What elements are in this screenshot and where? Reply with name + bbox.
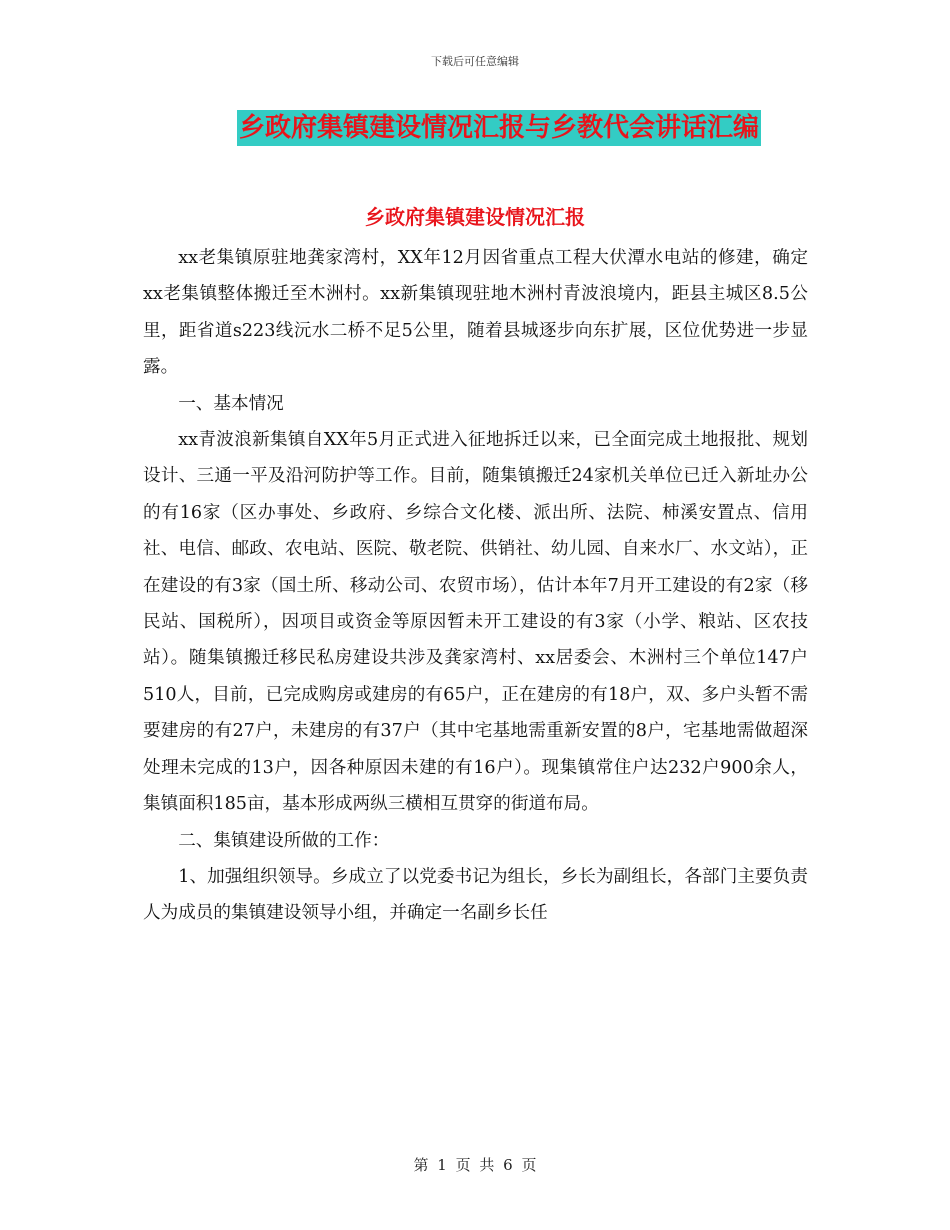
- heading-basic-situation: 一、基本情况: [178, 393, 284, 414]
- document-title-text: 乡政府集镇建设情况汇报与乡教代会讲话汇编: [237, 110, 761, 146]
- header-note: 下载后可任意编辑: [431, 55, 519, 68]
- section-title: 乡政府集镇建设情况汇报: [365, 205, 585, 229]
- heading-work-done: 二、集镇建设所做的工作：: [178, 830, 390, 851]
- paragraph-basic-situation: xx青波浪新集镇自XX年5月正式进入征地拆迁以来，已全面完成土地报批、规划设计、三通一平及沿河防护等工作。目前，随集镇搬迁24家机关单位已迁入新址办公的有16家（区办事处、乡政府、乡综合文化楼、派出所、法院、柿溪安置点、信用社、电信、邮政、农电站、医院、敬老院、供销社、幼儿园、自来水厂、水文站），正在建设的有3家（国土所、移动公司、农贸市场），估计本年7月开工建设的有2家（移民站、国税所），因项目或资金等原因暂未开工建设的有3家（小学、粮站、区农技站）。随集镇搬迁移民私房建设共涉及龚家湾村、xx居委会、木洲村三个单位147户510人，目前，已完成购房或建房的有65户，正在建房的有18户，双、多户头暂不需要建房的有27户，未建房的有37户（其中宅基地需重新安置的8户，宅基地需做超深处理未完成的13户，因各种原因未建的有16户）。现集镇常住户达232户900余人，集镇面积185亩，基本形成两纵三横相互贯穿的街道布局。: [143, 430, 808, 815]
- page-footer: 第 1 页 共 6 页: [413, 1156, 537, 1174]
- document-title: [0, 110, 950, 146]
- paragraph-organization: 1、加强组织领导。乡成立了以党委书记为组长，乡长为副组长，各部门主要负责人为成员的集镇建设领导小组，并确定一名副乡长任: [143, 866, 808, 924]
- body-text: [143, 240, 808, 932]
- paragraph-intro: xx老集镇原驻地龚家湾村，XX年12月因省重点工程大伏潭水电站的修建，确定xx老集镇整体搬迁至木洲村。xx新集镇现驻地木洲村青波浪境内，距县主城区8.5公里，距省道s223线沅水二桥不足5公里，随着县城逐步向东扩展，区位优势进一步显露。: [143, 248, 808, 378]
